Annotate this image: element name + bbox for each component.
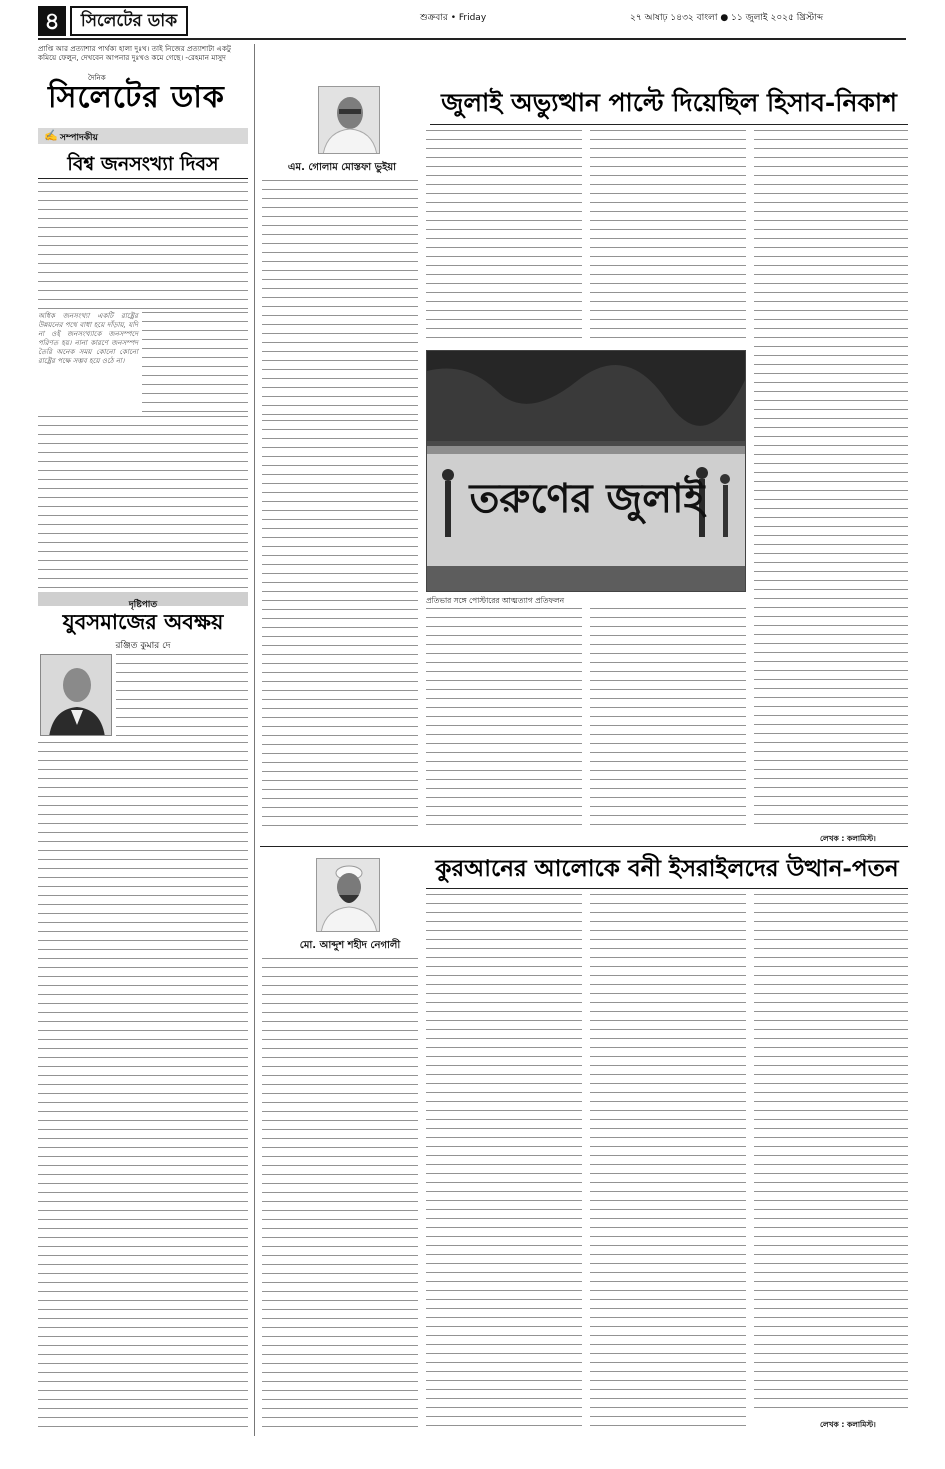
lead-photo: [426, 350, 746, 592]
second-author-name: মো. আব্দুশ শহীদ নেগালী: [299, 940, 401, 951]
header-paper-name-text: সিলেটের ডাক: [80, 11, 178, 31]
editorial-box: [38, 70, 248, 148]
lead-photo-caption: প্রতিভার সঙ্গে পোস্টারের আত্মত্যাগ প্রতিফলন: [426, 596, 565, 605]
lead-headline: জুলাই অভ্যুত্থান পাল্টে দিয়েছিল হিসাব-নিকাশ: [441, 88, 897, 117]
lead-end-note: লেখক : কলামিস্ট।: [820, 834, 876, 843]
header-weekday: শুক্রবার • Friday: [420, 13, 487, 23]
second-body-col1: [262, 958, 418, 1434]
editorial-small-tag: দৈনিক: [88, 74, 106, 82]
editorial-paper-name: সিলেটের ডাক: [48, 80, 225, 115]
column-divider-1: [254, 44, 255, 1436]
page-header: [0, 0, 945, 42]
lead-author-name: এম. গোলাম মোস্তফা ভুইয়া: [287, 162, 397, 173]
second-body-col2: [426, 894, 582, 1434]
second-body-col3: [590, 894, 746, 1434]
page-number-badge: [38, 6, 66, 36]
lead-author-photo: [318, 86, 380, 154]
editorial-body-1: [38, 182, 248, 310]
pen-icon: ✍: [44, 129, 58, 142]
drishtipat-body-1: [116, 654, 248, 738]
second-headline-rule: [426, 888, 908, 889]
header-date: ২৭ আষাঢ় ১৪৩২ বাংলা ● ১১ জুলাই ২০২৫ খ্রিস্টাব্দ: [630, 13, 824, 23]
drishtipat-author-photo: [40, 654, 112, 736]
header-rule: [38, 38, 906, 40]
lead-photo-mural-text: তরুণের জুলাই: [469, 475, 705, 522]
second-author-photo: [316, 858, 380, 932]
section-divider: [260, 846, 908, 847]
second-end-note: লেখক : কলামিস্ট।: [820, 1420, 876, 1429]
editorial-body-2: [142, 312, 248, 412]
editorial-pull-quote: [38, 312, 138, 412]
lead-body-col2-top: [426, 130, 582, 346]
lead-body-col2-bottom: [426, 608, 582, 832]
drishtipat-body-2: [38, 742, 248, 1432]
page-number: ৪: [44, 7, 60, 35]
second-body-col4: [754, 894, 908, 1414]
lead-body-col3-bottom: [590, 608, 746, 832]
lead-body-col3-top: [590, 130, 746, 346]
lead-body-col1-top: [262, 180, 418, 416]
lead-body-col1-bottom: [262, 420, 418, 832]
drishtipat-author: রঞ্জিত কুমার দে: [115, 641, 171, 651]
editorial-pull-quote-text: অধিক জনসংখ্যা একটি রাষ্ট্রের উন্নয়নের পথে বাধা হয়ে দাঁড়ায়, যদি না ওই জনসংখ্যাকে জনসম্পদে পরিণত হয়। নানা কারণে জনসম্পদ তৈরি অনেক সময় কোনো কোনো রাষ্ট্রের পক্ষে সম্ভব হয়ে ওঠে না।: [38, 312, 138, 365]
drishtipat-title: যুবসমাজের অবক্ষয়: [62, 609, 224, 634]
editorial-title: বিশ্ব জনসংখ্যা দিবস: [67, 153, 219, 175]
drishtipat-label-bar: [38, 592, 248, 610]
top-blurb-line-1: প্রাপ্তি আর প্রত্যাশার পার্থক্য হালা দুঃখ। তাই নিজের প্রত্যাশাটা একটু: [38, 44, 231, 53]
drishtipat-label: দৃষ্টিপাত: [128, 600, 158, 610]
editorial-section-label: সম্পাদকীয়: [60, 133, 98, 143]
editorial-title-rule: [38, 178, 248, 179]
editorial-body-3: [38, 416, 248, 588]
top-blurb-line-2: কমিয়ে ফেলুন, দেখবেন আপনার দুঃখও কমে গেছে। -রেহমান মাসুদ: [38, 53, 226, 63]
editorial-label-bar: [38, 128, 248, 144]
top-blurb: [38, 44, 248, 62]
lead-body-col4: [754, 130, 908, 830]
lead-headline-rule: [430, 124, 908, 125]
second-headline: কুরআনের আলোকে বনী ইসরাইলদের উত্থান-পতন: [435, 855, 899, 882]
header-paper-name: [70, 6, 188, 36]
